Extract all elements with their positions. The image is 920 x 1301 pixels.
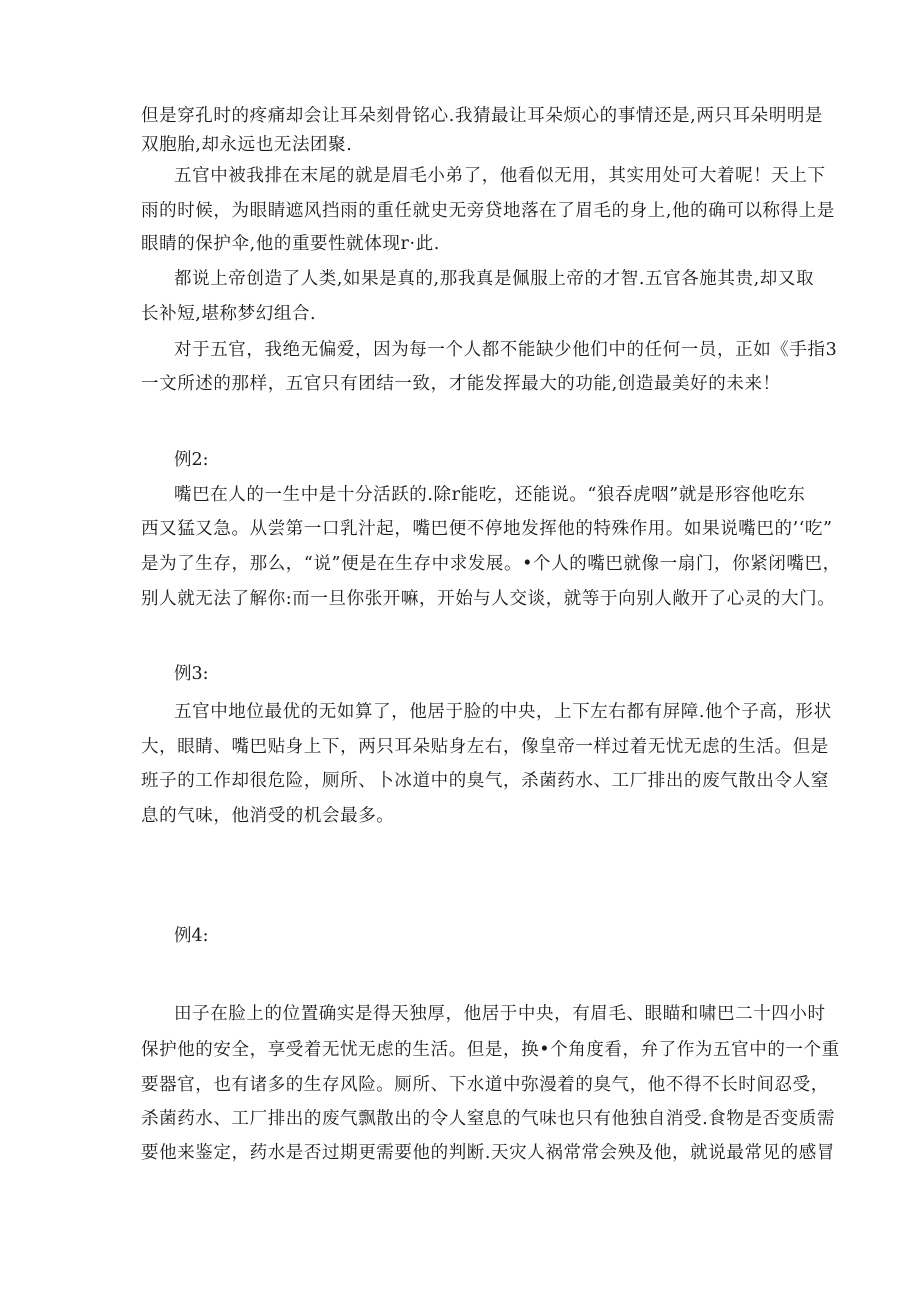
paragraph-line: 西又猛又急。从尝第一口乳汁起，嘴巴便不停地发挥他的特殊作用。如果说嘴巴的’‘吃” [141, 519, 833, 539]
paragraph-line: 都说上帝创造了人类,如果是真的,那我真是佩服上帝的才智.五官各施其贵,却又取 [174, 269, 815, 289]
paragraph-line: 要他来鉴定，药水是否过期更需要他的判断.天灾人祸常常会殃及他，就说最常见的感冒 [141, 1143, 835, 1163]
paragraph-line: 长补短,堪称梦幻组合. [141, 304, 317, 324]
paragraph-line: 一文所述的那样，五官只有团结一致，才能发挥最大的功能,创造最美好的未来！ [141, 374, 781, 394]
paragraph-line: 双胞胎,却永远也无法团聚. [141, 135, 353, 155]
paragraph-line: 嘴巴在人的一生中是十分活跃的.除r能吃，还能说。“狼吞虎咽”就是形容他吃东 [174, 485, 806, 505]
paragraph-line: 保护他的安全，享受着无忧无虑的生活。但是，换•个角度看，弁了作为五官中的一个重 [141, 1040, 840, 1060]
paragraph-line: 对于五官，我绝无偏爱，因为每一个人都不能缺少他们中的任何一员，正如《手指3 [174, 340, 838, 360]
paragraph-line: 但是穿孔时的疼痛却会让耳朵刻骨铭心.我猜最让耳朵烦心的事情还是,两只耳朵明明是 [141, 106, 824, 126]
paragraph-line: 息的气味，他消受的机会最多。 [141, 806, 395, 826]
example-heading-2: 例2: [174, 450, 209, 470]
example-heading-4: 例4: [174, 926, 209, 946]
paragraph-line: 班子的工作却很危险，厕所、卜冰道中的臭气，杀菌药水、工厂排出的废气散出令人窒 [141, 771, 829, 791]
paragraph-line: 要器官，也有诸多的生存风险。厕所、下水道中弥漫着的臭气，他不得不长时间忍受， [141, 1075, 829, 1095]
paragraph-line: 是为了生存，那么，“说”便是在生存中求发展。•个人的嘴巴就像一扇门，你紧闭嘴巴， [141, 554, 841, 574]
paragraph-line: 五官中被我排在末尾的就是眉毛小弟了，他看似无用，其实用处可大着呢！天上下 [174, 166, 826, 186]
paragraph-line: 别人就无法了解你:而一旦你张开嘛，开始与人交谈，就等于向别人敞开了心灵的大门。 [141, 589, 836, 609]
paragraph-line: 眼睛的保护伞,他的重要性就体现r·此. [141, 234, 440, 254]
paragraph-line: 杀菌药水、工厂排出的废气飘散出的令人窒息的气味也只有他独自消受.食物是否变质需 [141, 1109, 835, 1129]
paragraph-line: 大，眼睛、嘴巴贴身上下，两只耳朵贴身左右，像皇帝一样过着无忧无虑的生活。但是 [141, 737, 829, 757]
paragraph-line: 雨的时候，为眼睛遮风挡雨的重任就史无旁贷地落在了眉毛的身上,他的确可以称得上是 [141, 201, 835, 221]
example-heading-3: 例3: [174, 664, 209, 684]
paragraph-line: 田子在脸上的位置确实是得天独厚，他居于中央，有眉毛、眼瞄和啸巴二十四小时 [174, 1004, 826, 1024]
paragraph-line: 五官中地位最优的无如算了，他居于脸的中央，上下左右都有屏障.他个子高，形状 [174, 702, 832, 722]
